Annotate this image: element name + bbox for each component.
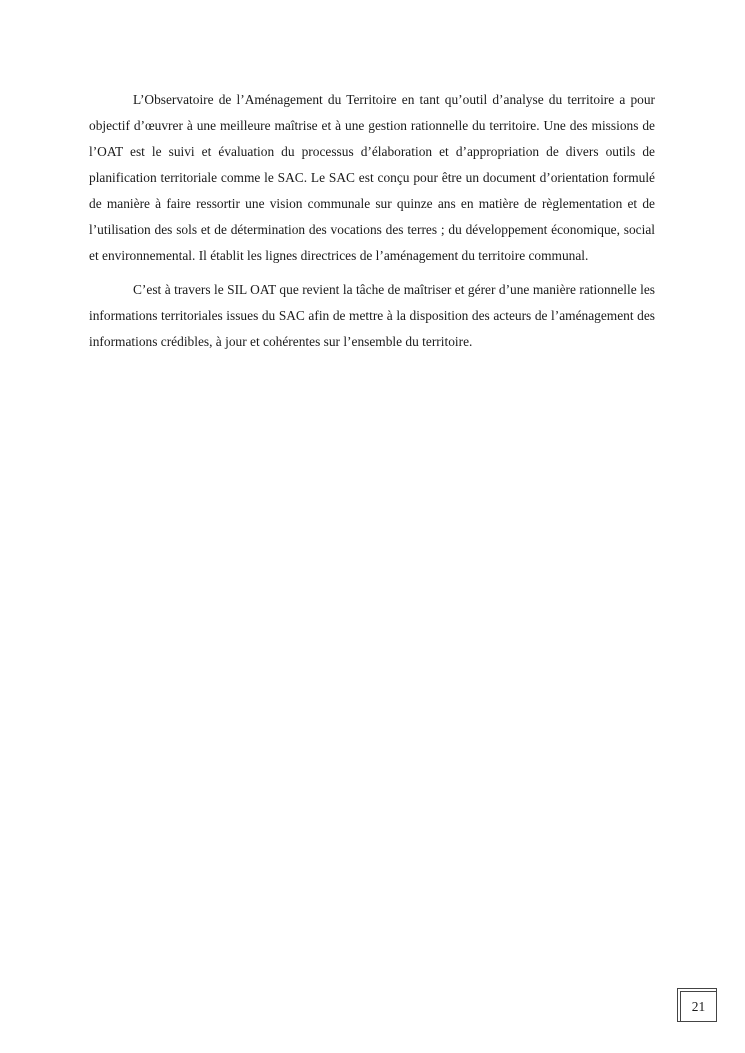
page-number-box (677, 988, 719, 1024)
page-number: 21 (691, 998, 706, 1014)
paragraph-1: L’Observatoire de l’Aménagement du Territoire en tant qu’outil d’analyse du territoire a pour objectif d’œuvrer à une meilleure maîtrise et à une gestion rationnelle du territoire. Une des missions de l’OAT est le suivi et évaluation du processus d’élaboration et d’appropriation de divers outils de planification territoriale comme le SAC. Le SAC est conçu pour être un document d’orientation formulé de manière à faire ressortir une vision communale sur quinze ans en matière de règlementation et de l’utilisation des sols et de détermination des vocations des terres ; du développement économique, social et environnemental. Il établit les lignes directrices de l’aménagement du territoire communal. (89, 92, 655, 263)
paragraph-2: C’est à travers le SIL OAT que revient la tâche de maîtriser et gérer d’une manière rationnelle les informations territoriales issues du SAC afin de mettre à la disposition des acteurs de l’aménagement des informations crédibles, à jour et cohérentes sur l’ensemble du territoire. (89, 282, 655, 349)
document-body (89, 87, 655, 355)
page-number-frame (680, 991, 717, 1022)
